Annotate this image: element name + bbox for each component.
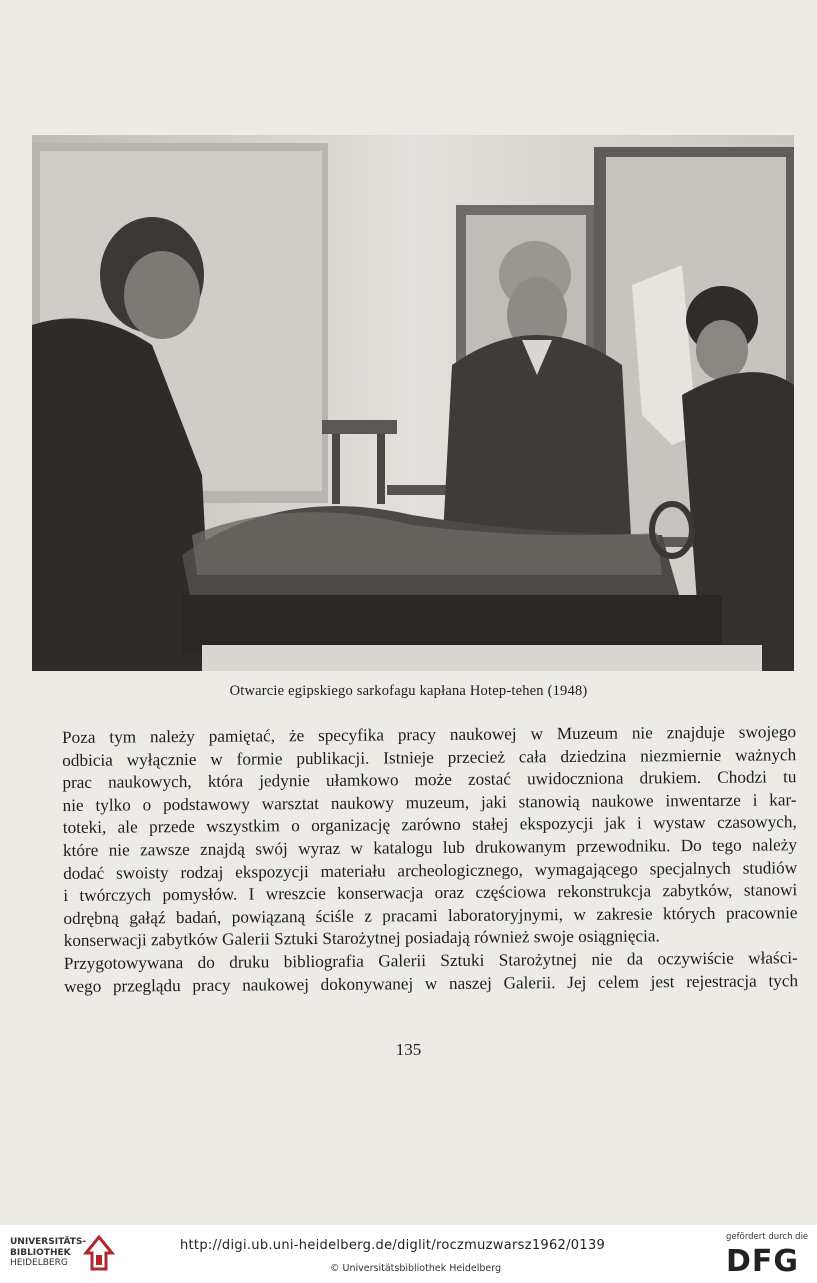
copyright-text: © Universitätsbibliothek Heidelberg (330, 1263, 502, 1274)
paragraph-1 (62, 721, 798, 953)
page-number: 135 (395, 1040, 422, 1059)
paragraph-2 (64, 947, 798, 998)
text-line: odrębną gałąź badań, powiązaną ściśle z pracami laboratoryjnymi, w zakresie których pracownie (63, 902, 798, 928)
library-name-line: HEIDELBERG (10, 1258, 68, 1268)
archival-photograph (32, 135, 794, 671)
library-name-line: BIBLIOTHEK (10, 1247, 71, 1258)
library-logo (10, 1237, 86, 1269)
text-line: wego przeglądu pracy naukowej dokonywanej w naszej Galerii. Jej celem jest rejestracja tych (63, 970, 799, 996)
dfg-logo: DFG (726, 1244, 800, 1279)
funding-note: gefördert durch die (726, 1232, 809, 1242)
text-line: Poza tym należy pamiętać, że specyfika pracy naukowej w Muzeum nie znajduje swojego (62, 722, 797, 747)
text-line: konserwacji zabytków Galerii Sztuki Starożytnej posiadają również swoje osiągnięcia. (63, 926, 660, 951)
text-line: Przygotowywana do druku bibliografia Galerii Sztuki Starożytnej nie da oczywiście właści- (63, 948, 798, 973)
photo-caption: Otwarcie egipskiego sarkofagu kapłana Hotep-tehen (1948) (229, 683, 588, 699)
text-line: prac naukowych, która jedynie ułamkowo może zostać uwidoczniona drukiem. Chodzi tu (62, 767, 797, 793)
text-line: nie tylko o podstawowy warsztat naukowy muzeum, jaki stanowią naukowe inwentarze i kar- (62, 790, 797, 815)
text-line: odbicia wyłącznie w formie publikacji. Istnieje przecież cała dziedzina niezmiernie ważnych (62, 744, 797, 770)
body-text (62, 721, 798, 998)
text-line: które nie zawsze znajdą swój wyraz w katalogu lub drukowanym przewodniku. Do tego należy (62, 835, 798, 860)
photo-illustration (32, 135, 794, 671)
source-url-link[interactable]: http://digi.ub.uni-heidelberg.de/diglit/roczmuzwarsz1962/0139 (180, 1238, 606, 1253)
text-line: toteki, ale przede wszystkim o organizację zarówno stałej ekspozycji jak i wystaw czasowych, (62, 812, 797, 838)
library-emblem-icon (82, 1233, 116, 1273)
library-name-line: UNIVERSITÄTS- (10, 1237, 87, 1247)
digitization-footer (0, 1225, 817, 1283)
text-line: i twórczych pomysłów. I wreszcie konserwacja oraz częściowa rekonstrukcja zabytków, stanowi (63, 880, 798, 906)
text-line: dodać swoisty rodzaj ekspozycji materiału archeologicznego, wymagającego specjalnych studiów (63, 857, 798, 883)
